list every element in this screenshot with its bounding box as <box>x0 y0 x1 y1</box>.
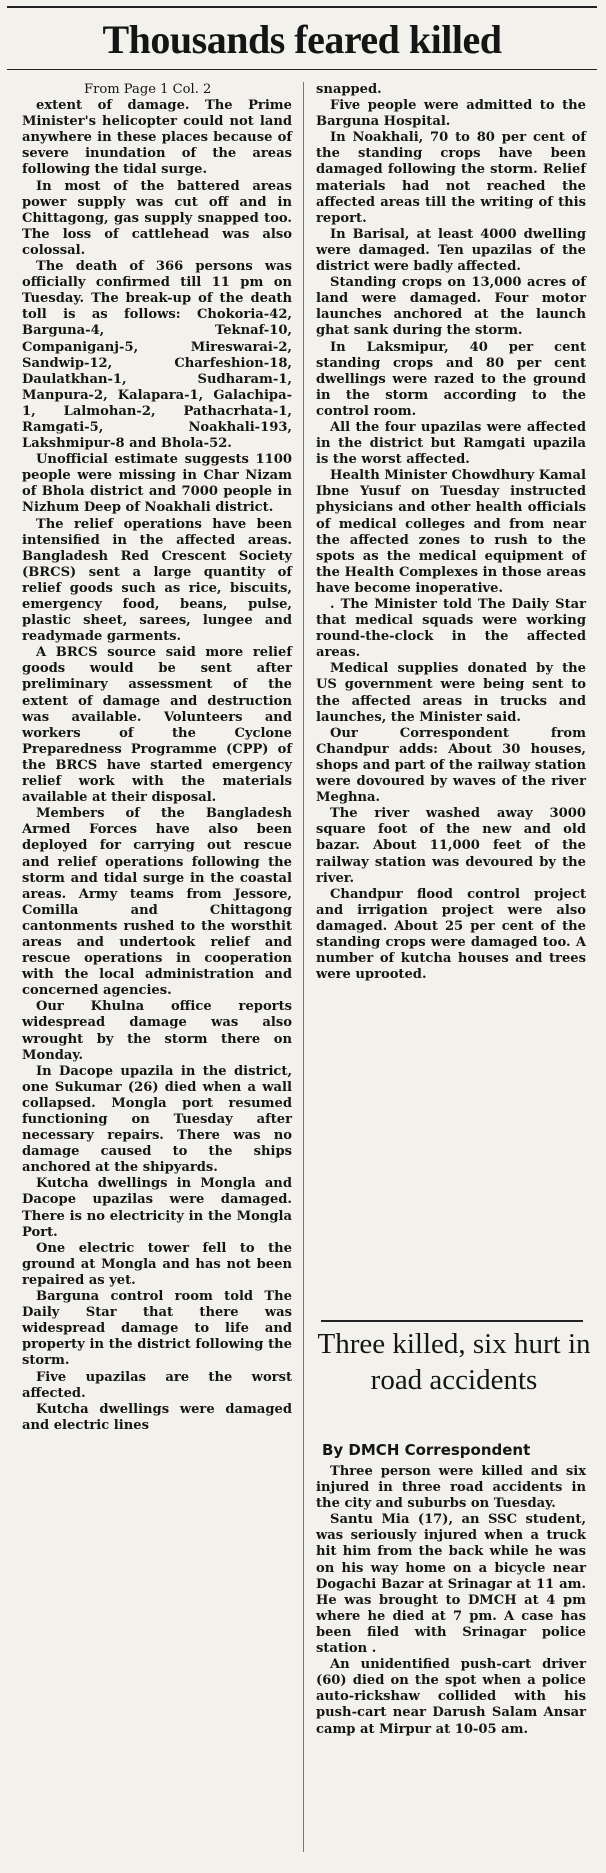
left-column <box>22 82 292 1434</box>
paragraph: extent of damage. The Prime Minister's helicopter could not land anywhere in these places because of severe inundation of the areas following the tidal surge. <box>22 98 292 178</box>
paragraph: An unidentified push-cart driver (60) died on the spot when a police auto-rickshaw collided with his push-cart near Darush Salam Ansar camp at Mirpur at 10-05 am. <box>316 1657 586 1737</box>
paragraph: In Barisal, at least 4000 dwelling were damaged. Ten upazilas of the district were badly affected. <box>316 226 586 275</box>
paragraph: . The Minister told The Daily Star that medical squads were working round-the-clock in the affected areas. <box>316 597 586 661</box>
column-divider <box>303 82 304 1852</box>
paragraph: Health Minister Chowdhury Kamal Ibne Yusuf on Tuesday instructed physicians and other health officials of medical colleges and from near the affected zones to rush to the spots as the medical equipment of the Health Complexes in those areas have become inoperative. <box>316 468 586 596</box>
paragraph: snapped. <box>316 82 382 97</box>
paragraph: In most of the battered areas power supply was cut off and in Chittagong, gas supply snapped too. The loss of cattlehead was also colossal. <box>22 178 292 258</box>
paragraph: The death of 366 persons was officially confirmed till 11 pm on Tuesday. The break-up of the death toll is as follows: Chokoria-42, Barguna-4, Teknaf-10, Companiganj-5, Mireswarai-2, Sandwip-12, Charfeshion-18, Daulatkhan-1, Sudharam-1, Manpura-2, Kalapara-1, Galachipa-1, Lalmohan-2, Pathacrhata-1, Ramgati-5, Noakhali-193, Lakshmipur-8 and Bhola-52. <box>22 259 292 452</box>
paragraph: The relief operations have been intensified in the affected areas. Bangladesh Red Crescent Society (BRCS) sent a large quantity of relief goods such as rice, biscuits, emergency food, beans, pulse, plastic sheet, sarees, lungee and readymade garments. <box>22 516 292 645</box>
headline: Thousands feared killed <box>102 17 502 62</box>
sub-story-rule <box>321 1320 583 1322</box>
paragraph: Standing crops on 13,000 acres of land were damaged. Four motor launches anchored at the launch ghat sank during the storm. <box>316 275 586 339</box>
paragraph: Unofficial estimate suggests 1100 people were missing in Char Nizam of Bhola district and 7000 people in Nizhum Deep of Noakhali district. <box>22 452 292 516</box>
paragraph: In Dacope upazila in the district, one Sukumar (26) died when a wall collapsed. Mongla port resumed functioning on Tuesday after necessary repairs. There was no damage caused to the ships anchored at the shipyards. <box>22 1063 292 1176</box>
paragraph: Members of the Bangladesh Armed Forces have also been deployed for carrying out rescue and relief operations following the storm and tidal surge in the coastal areas. Army teams from Jessore, Comilla and Chittagong cantonments rushed to the worsthit areas and undertook relief and rescue operations in cooperation with the local administration and concerned agencies. <box>22 806 292 999</box>
right-column <box>316 82 586 983</box>
paragraph: Our Correspondent from Chandpur adds: About 30 houses, shops and part of the railway station were dovoured by waves of the river Meghna. <box>316 725 586 806</box>
paragraph: In Laksmipur, 40 per cent standing crops and 80 per cent dwellings were razed to the ground in the storm according to the control room. <box>316 339 586 419</box>
paragraph: Kutcha dwellings in Mongla and Dacope upazilas were damaged. There is no electricity in the Mongla Port. <box>22 1176 292 1240</box>
sub-story-headline: Three killed, six hurt in road accidents <box>317 1328 591 1396</box>
paragraph: Santu Mia (17), an SSC student, was seriously injured when a truck hit him from the back while he was on his way home on a bicycle near Dogachi Bazar at Srinagar at 11 am. He was brought to DMCH at 4 pm where he died at 7 pm. A case has been filed with Srinagar police station . <box>316 1512 586 1657</box>
paragraph: The river washed away 3000 square foot of the new and old bazar. About 11,000 feet of the railway station was devoured by the river. <box>316 806 586 886</box>
sub-story-body <box>316 1464 586 1738</box>
paragraph: Medical supplies donated by the US government were being sent to the affected areas in trucks and launches, the Minister said. <box>316 661 586 725</box>
paragraph: Barguna control room told The Daily Star that there was widespread damage to life and property in the district following the storm. <box>22 1289 292 1369</box>
paragraph: Our Khulna office reports widespread damage was also wrought by the storm there on Monday. <box>22 999 292 1063</box>
paragraph: Chandpur flood control project and irrigation project were also damaged. About 25 per cent of the standing crops were damaged too. A number of kutcha houses and trees were uprooted. <box>316 886 586 983</box>
paragraph: In Noakhali, 70 to 80 per cent of the standing crops have been damaged following the storm. Relief materials had not reached the affected areas till the writing of this report. <box>316 130 586 226</box>
paragraph: Kutcha dwellings were damaged and electric lines <box>22 1401 292 1433</box>
paragraph: A BRCS source said more relief goods would be sent after preliminary assessment of the extent of damage and destruction was available. Volunteers and workers of the Cyclone Preparedness Programme (CPP) of the BRCS have started emergency relief work with the materials available at their disposal. <box>22 645 292 806</box>
paragraph: Three person were killed and six injured in three road accidents in the city and suburbs on Tuesday. <box>316 1464 586 1512</box>
continuation-line: From Page 1 Col. 2 <box>84 82 212 97</box>
sub-story-byline: By DMCH Correspondent <box>322 1441 531 1459</box>
paragraph: Five people were admitted to the Barguna Hospital. <box>316 98 586 130</box>
paragraph: Five upazilas are the worst affected. <box>22 1369 292 1401</box>
paragraph: One electric tower fell to the ground at Mongla and has not been repaired as yet. <box>22 1240 292 1288</box>
paragraph: All the four upazilas were affected in the district but Ramgati upazila is the worst affected. <box>316 419 586 468</box>
headline-box <box>7 6 597 70</box>
